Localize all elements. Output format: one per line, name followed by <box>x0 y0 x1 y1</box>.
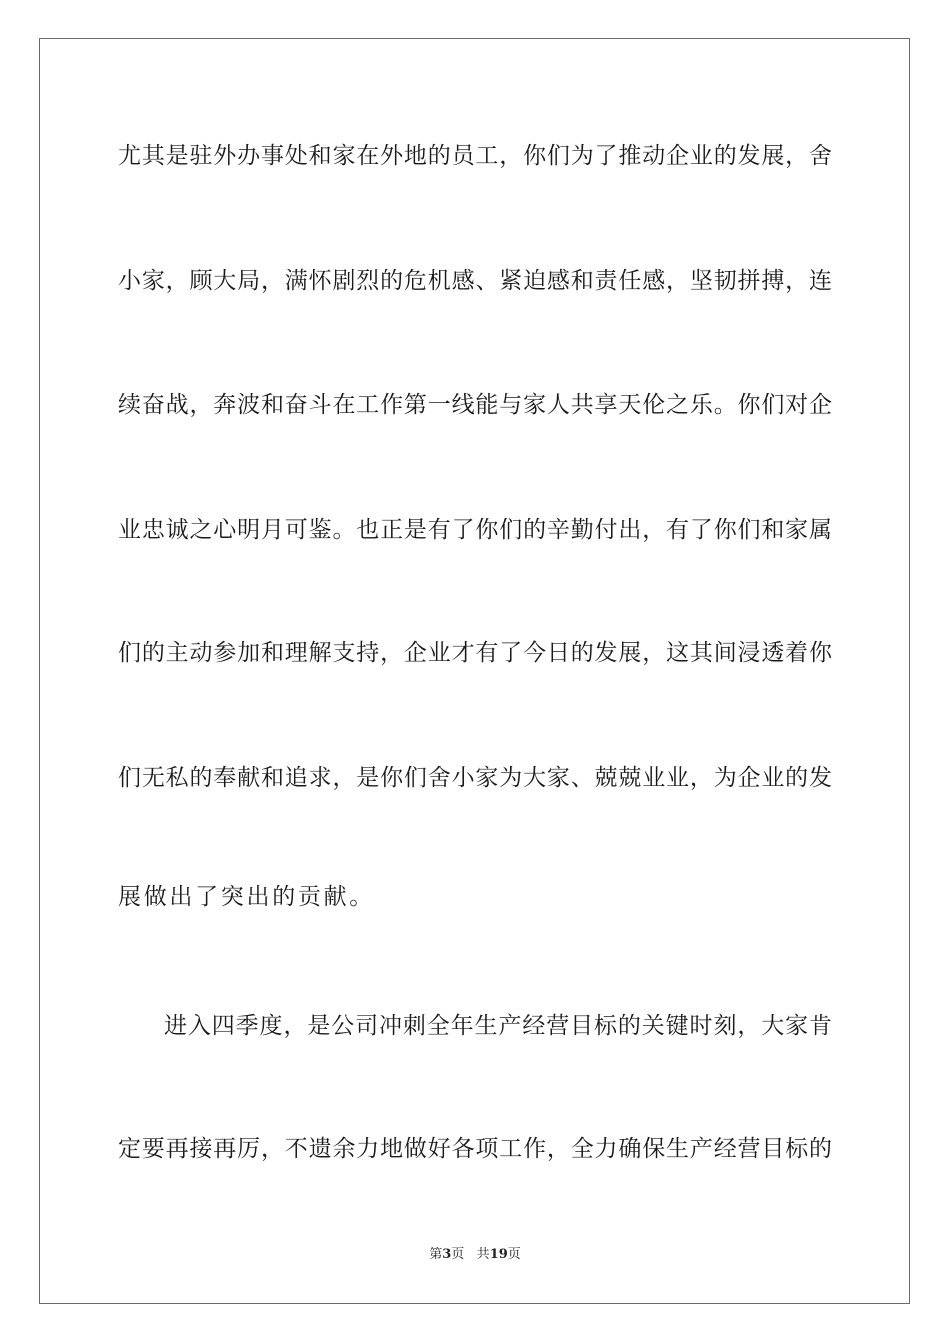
footer-page-number: 3 <box>442 1247 452 1262</box>
footer-total-pages: 19 <box>489 1247 508 1262</box>
footer-page-prefix: 第 <box>429 1247 443 1262</box>
body-line-8: 进入四季度，是公司冲刺全年生产经营目标的关键时刻，大家肯 <box>164 1013 832 1039</box>
body-line-4: 业忠诚之心明月可鉴。也正是有了你们的辛勤付出，有了你们和家属 <box>118 517 832 543</box>
body-line-3: 续奋战，奔波和奋斗在工作第一线能与家人共享天伦之乐。你们对企 <box>118 392 832 418</box>
body-line-5: 们的主动参加和理解支持，企业才有了今日的发展，这其间浸透着你 <box>118 640 832 666</box>
footer-page-suffix: 页 <box>451 1247 465 1262</box>
body-line-7: 展做出了突出的贡献。 <box>118 884 375 910</box>
body-line-6: 们无私的奉献和追求，是你们舍小家为大家、兢兢业业，为企业的发 <box>118 765 832 791</box>
body-line-2: 小家，顾大局，满怀剧烈的危机感、紧迫感和责任感，坚韧拼搏，连 <box>118 268 832 294</box>
page-border <box>39 38 910 1304</box>
page-footer <box>0 1246 950 1264</box>
footer-total-suffix: 页 <box>507 1247 521 1262</box>
body-line-9: 定要再接再厉，不遗余力地做好各项工作，全力确保生产经营目标的 <box>118 1136 832 1162</box>
footer-total-prefix: 共 <box>476 1247 490 1262</box>
body-line-1: 尤其是驻外办事处和家在外地的员工，你们为了推动企业的发展，舍 <box>118 143 832 169</box>
